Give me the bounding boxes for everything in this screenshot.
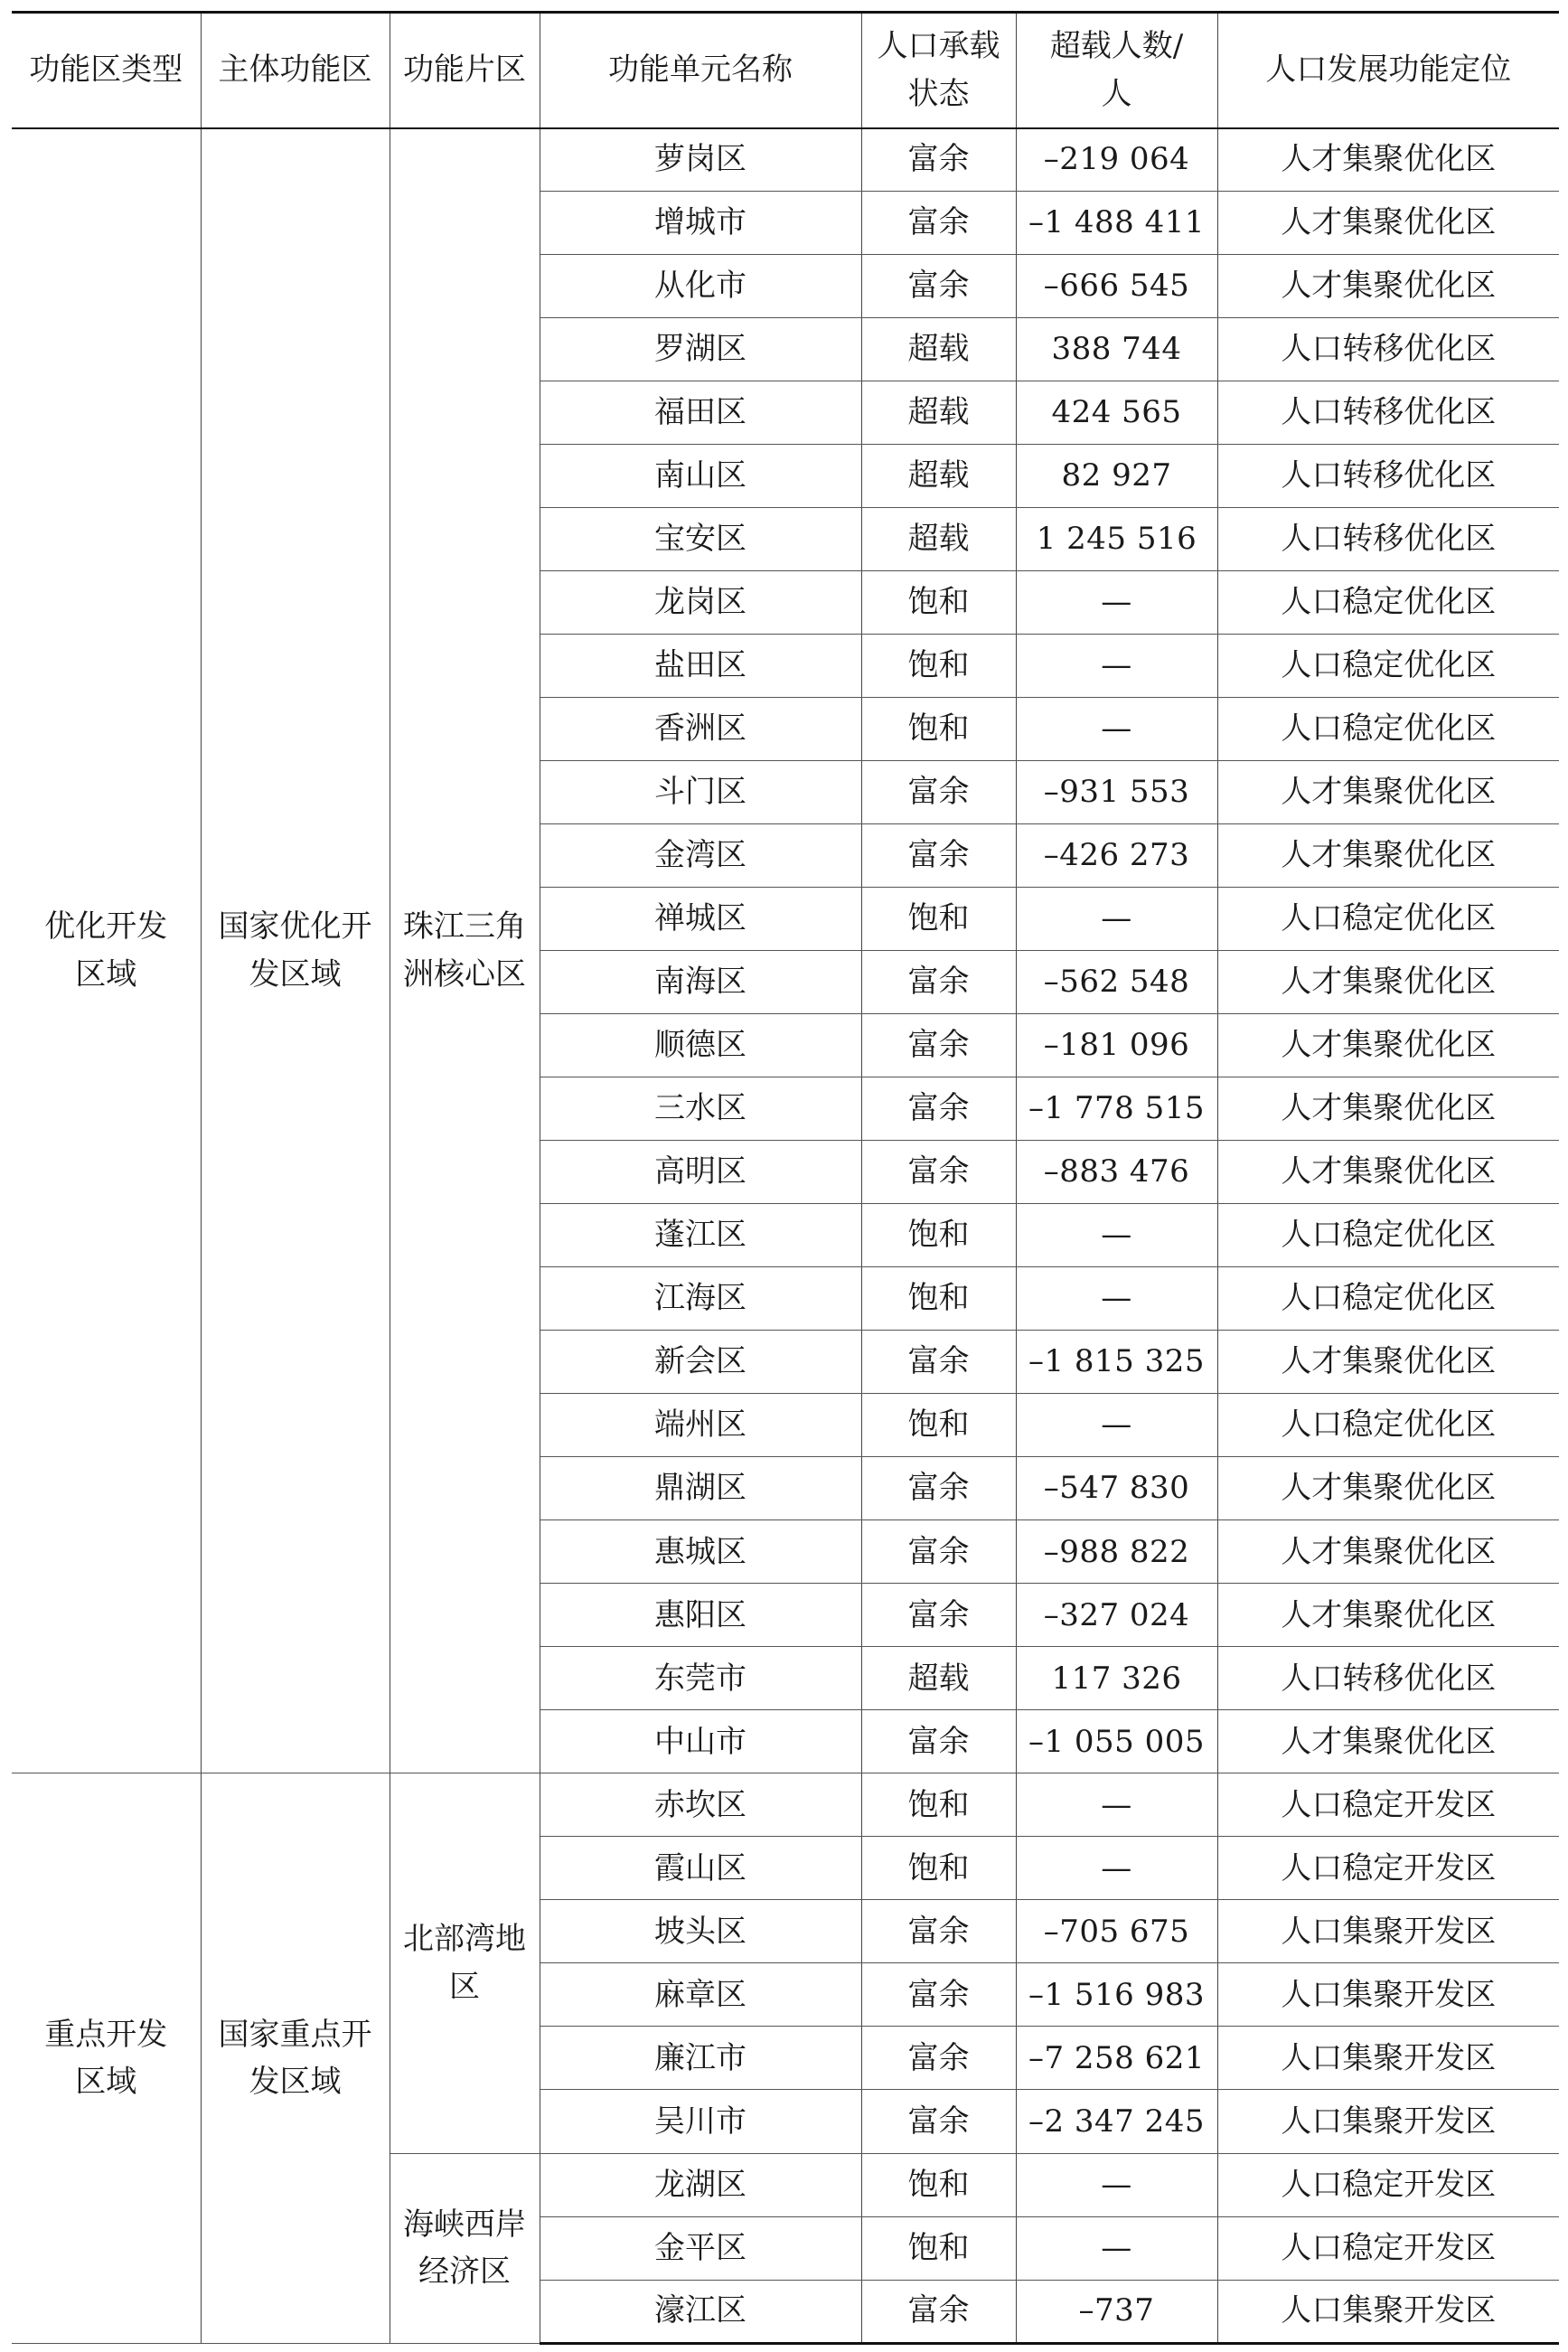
function-subarea-cell: 珠江三角 洲核心区 xyxy=(390,128,540,1773)
development-positioning-cell: 人才集聚优化区 xyxy=(1217,192,1559,255)
unit-name-cell: 三水区 xyxy=(540,1077,861,1141)
unit-name-cell: 濠江区 xyxy=(540,2280,861,2343)
header-main-function-area: 主体功能区 xyxy=(201,13,390,128)
development-positioning-cell: 人才集聚优化区 xyxy=(1217,761,1559,824)
carrying-status-cell: 饱和 xyxy=(861,2153,1016,2216)
carrying-status-cell: 饱和 xyxy=(861,1267,1016,1331)
unit-name-cell: 中山市 xyxy=(540,1710,861,1773)
unit-name-cell: 蓬江区 xyxy=(540,1204,861,1267)
carrying-status-cell: 饱和 xyxy=(861,1204,1016,1267)
development-positioning-cell: 人才集聚优化区 xyxy=(1217,951,1559,1014)
development-positioning-cell: 人口稳定优化区 xyxy=(1217,888,1559,951)
development-positioning-cell: 人才集聚优化区 xyxy=(1217,1520,1559,1584)
table-row xyxy=(12,128,1559,192)
development-positioning-cell: 人口稳定优化区 xyxy=(1217,1394,1559,1457)
overload-count-cell: –327 024 xyxy=(1016,1584,1217,1647)
overload-count-cell: — xyxy=(1016,698,1217,761)
carrying-status-cell: 饱和 xyxy=(861,571,1016,635)
development-positioning-cell: 人才集聚优化区 xyxy=(1217,128,1559,192)
development-positioning-cell: 人口稳定开发区 xyxy=(1217,2153,1559,2216)
overload-count-cell: — xyxy=(1016,635,1217,698)
overload-count-cell: –562 548 xyxy=(1016,951,1217,1014)
overload-count-cell: –705 675 xyxy=(1016,1900,1217,1963)
overload-count-cell: –219 064 xyxy=(1016,128,1217,192)
table-body xyxy=(12,128,1559,2344)
overload-count-cell: 82 927 xyxy=(1016,445,1217,508)
overload-count-cell: –1 815 325 xyxy=(1016,1331,1217,1394)
unit-name-cell: 盐田区 xyxy=(540,635,861,698)
development-positioning-cell: 人才集聚优化区 xyxy=(1217,1141,1559,1204)
unit-name-cell: 江海区 xyxy=(540,1267,861,1331)
unit-name-cell: 吴川市 xyxy=(540,2090,861,2153)
overload-count-cell: — xyxy=(1016,1204,1217,1267)
carrying-status-cell: 饱和 xyxy=(861,888,1016,951)
overload-count-cell: — xyxy=(1016,2216,1217,2280)
overload-count-cell: –1 055 005 xyxy=(1016,1710,1217,1773)
overload-count-cell: 388 744 xyxy=(1016,318,1217,381)
carrying-status-cell: 富余 xyxy=(861,1457,1016,1520)
development-positioning-cell: 人口稳定开发区 xyxy=(1217,1773,1559,1837)
development-positioning-cell: 人口稳定优化区 xyxy=(1217,635,1559,698)
overload-count-cell: –666 545 xyxy=(1016,255,1217,318)
unit-name-cell: 龙湖区 xyxy=(540,2153,861,2216)
carrying-status-cell: 饱和 xyxy=(861,1773,1016,1837)
overload-count-cell: 1 245 516 xyxy=(1016,508,1217,571)
unit-name-cell: 惠阳区 xyxy=(540,1584,861,1647)
carrying-status-cell: 富余 xyxy=(861,128,1016,192)
development-positioning-cell: 人口转移优化区 xyxy=(1217,1647,1559,1710)
unit-name-cell: 东莞市 xyxy=(540,1647,861,1710)
overload-count-cell: — xyxy=(1016,888,1217,951)
development-positioning-cell: 人才集聚优化区 xyxy=(1217,1710,1559,1773)
unit-name-cell: 高明区 xyxy=(540,1141,861,1204)
development-positioning-cell: 人口转移优化区 xyxy=(1217,318,1559,381)
main-function-area-cell: 国家优化开 发区域 xyxy=(201,128,390,1773)
unit-name-cell: 南海区 xyxy=(540,951,861,1014)
development-positioning-cell: 人口稳定优化区 xyxy=(1217,698,1559,761)
carrying-status-cell: 富余 xyxy=(861,1963,1016,2027)
development-positioning-cell: 人口稳定开发区 xyxy=(1217,1837,1559,1900)
carrying-status-cell: 富余 xyxy=(861,1520,1016,1584)
carrying-status-cell: 富余 xyxy=(861,1077,1016,1141)
carrying-status-cell: 富余 xyxy=(861,192,1016,255)
unit-name-cell: 赤坎区 xyxy=(540,1773,861,1837)
unit-name-cell: 金平区 xyxy=(540,2216,861,2280)
overload-count-cell: –547 830 xyxy=(1016,1457,1217,1520)
header-unit-name: 功能单元名称 xyxy=(540,13,861,128)
overload-count-cell: –181 096 xyxy=(1016,1014,1217,1077)
zone-type-cell: 重点开发 区域 xyxy=(12,1773,201,2344)
header-carrying-status: 人口承载 状态 xyxy=(861,13,1016,128)
unit-name-cell: 端州区 xyxy=(540,1394,861,1457)
unit-name-cell: 斗门区 xyxy=(540,761,861,824)
overload-count-cell: –988 822 xyxy=(1016,1520,1217,1584)
carrying-status-cell: 富余 xyxy=(861,951,1016,1014)
carrying-status-cell: 富余 xyxy=(861,2027,1016,2090)
unit-name-cell: 鼎湖区 xyxy=(540,1457,861,1520)
development-positioning-cell: 人口集聚开发区 xyxy=(1217,1900,1559,1963)
development-positioning-cell: 人才集聚优化区 xyxy=(1217,255,1559,318)
carrying-status-cell: 超载 xyxy=(861,318,1016,381)
carrying-status-cell: 富余 xyxy=(861,1141,1016,1204)
carrying-status-cell: 富余 xyxy=(861,2090,1016,2153)
overload-count-cell: –7 258 621 xyxy=(1016,2027,1217,2090)
overload-count-cell: — xyxy=(1016,1394,1217,1457)
unit-name-cell: 龙岗区 xyxy=(540,571,861,635)
carrying-status-cell: 富余 xyxy=(861,761,1016,824)
carrying-status-cell: 富余 xyxy=(861,1584,1016,1647)
development-positioning-cell: 人口集聚开发区 xyxy=(1217,2027,1559,2090)
header-zone-type: 功能区类型 xyxy=(12,13,201,128)
unit-name-cell: 增城市 xyxy=(540,192,861,255)
overload-count-cell: 117 326 xyxy=(1016,1647,1217,1710)
overload-count-cell: –1 778 515 xyxy=(1016,1077,1217,1141)
carrying-status-cell: 饱和 xyxy=(861,1394,1016,1457)
overload-count-cell: –426 273 xyxy=(1016,824,1217,888)
unit-name-cell: 廉江市 xyxy=(540,2027,861,2090)
overload-count-cell: –1 488 411 xyxy=(1016,192,1217,255)
carrying-status-cell: 饱和 xyxy=(861,1837,1016,1900)
carrying-status-cell: 富余 xyxy=(861,255,1016,318)
development-positioning-cell: 人才集聚优化区 xyxy=(1217,1457,1559,1520)
development-positioning-cell: 人口转移优化区 xyxy=(1217,381,1559,445)
carrying-status-cell: 富余 xyxy=(861,1900,1016,1963)
header-row xyxy=(12,13,1559,128)
overload-count-cell: 424 565 xyxy=(1016,381,1217,445)
carrying-status-cell: 富余 xyxy=(861,1710,1016,1773)
population-function-table xyxy=(12,11,1559,2345)
carrying-status-cell: 饱和 xyxy=(861,2216,1016,2280)
carrying-status-cell: 超载 xyxy=(861,445,1016,508)
unit-name-cell: 禅城区 xyxy=(540,888,861,951)
function-subarea-cell: 海峡西岸 经济区 xyxy=(390,2153,540,2344)
carrying-status-cell: 富余 xyxy=(861,1331,1016,1394)
carrying-status-cell: 饱和 xyxy=(861,698,1016,761)
development-positioning-cell: 人才集聚优化区 xyxy=(1217,1584,1559,1647)
carrying-status-cell: 饱和 xyxy=(861,635,1016,698)
unit-name-cell: 新会区 xyxy=(540,1331,861,1394)
header-function-subarea: 功能片区 xyxy=(390,13,540,128)
unit-name-cell: 南山区 xyxy=(540,445,861,508)
overload-count-cell: — xyxy=(1016,1267,1217,1331)
header-development-positioning: 人口发展功能定位 xyxy=(1217,13,1559,128)
development-positioning-cell: 人口稳定优化区 xyxy=(1217,1267,1559,1331)
development-positioning-cell: 人口稳定开发区 xyxy=(1217,2216,1559,2280)
development-positioning-cell: 人口集聚开发区 xyxy=(1217,2090,1559,2153)
development-positioning-cell: 人口集聚开发区 xyxy=(1217,1963,1559,2027)
development-positioning-cell: 人才集聚优化区 xyxy=(1217,1331,1559,1394)
unit-name-cell: 香洲区 xyxy=(540,698,861,761)
unit-name-cell: 惠城区 xyxy=(540,1520,861,1584)
unit-name-cell: 霞山区 xyxy=(540,1837,861,1900)
overload-count-cell: –737 xyxy=(1016,2280,1217,2343)
development-positioning-cell: 人才集聚优化区 xyxy=(1217,1014,1559,1077)
carrying-status-cell: 超载 xyxy=(861,508,1016,571)
carrying-status-cell: 富余 xyxy=(861,1014,1016,1077)
overload-count-cell: –931 553 xyxy=(1016,761,1217,824)
overload-count-cell: –1 516 983 xyxy=(1016,1963,1217,2027)
carrying-status-cell: 超载 xyxy=(861,381,1016,445)
unit-name-cell: 罗湖区 xyxy=(540,318,861,381)
carrying-status-cell: 超载 xyxy=(861,1647,1016,1710)
development-positioning-cell: 人口转移优化区 xyxy=(1217,508,1559,571)
development-positioning-cell: 人口稳定优化区 xyxy=(1217,571,1559,635)
header-overload-count: 超载人数/ 人 xyxy=(1016,13,1217,128)
overload-count-cell: –883 476 xyxy=(1016,1141,1217,1204)
carrying-status-cell: 富余 xyxy=(861,2280,1016,2343)
table-row xyxy=(12,1773,1559,1837)
function-subarea-cell: 北部湾地 区 xyxy=(390,1773,540,2153)
development-positioning-cell: 人口稳定优化区 xyxy=(1217,1204,1559,1267)
development-positioning-cell: 人才集聚优化区 xyxy=(1217,1077,1559,1141)
overload-count-cell: — xyxy=(1016,571,1217,635)
unit-name-cell: 福田区 xyxy=(540,381,861,445)
unit-name-cell: 坡头区 xyxy=(540,1900,861,1963)
overload-count-cell: — xyxy=(1016,1773,1217,1837)
development-positioning-cell: 人才集聚优化区 xyxy=(1217,824,1559,888)
overload-count-cell: — xyxy=(1016,1837,1217,1900)
unit-name-cell: 顺德区 xyxy=(540,1014,861,1077)
development-positioning-cell: 人口转移优化区 xyxy=(1217,445,1559,508)
zone-type-cell: 优化开发 区域 xyxy=(12,128,201,1773)
development-positioning-cell: 人口集聚开发区 xyxy=(1217,2280,1559,2343)
overload-count-cell: — xyxy=(1016,2153,1217,2216)
unit-name-cell: 萝岗区 xyxy=(540,128,861,192)
unit-name-cell: 从化市 xyxy=(540,255,861,318)
unit-name-cell: 金湾区 xyxy=(540,824,861,888)
carrying-status-cell: 富余 xyxy=(861,824,1016,888)
main-function-area-cell: 国家重点开 发区域 xyxy=(201,1773,390,2344)
unit-name-cell: 麻章区 xyxy=(540,1963,861,2027)
unit-name-cell: 宝安区 xyxy=(540,508,861,571)
overload-count-cell: –2 347 245 xyxy=(1016,2090,1217,2153)
